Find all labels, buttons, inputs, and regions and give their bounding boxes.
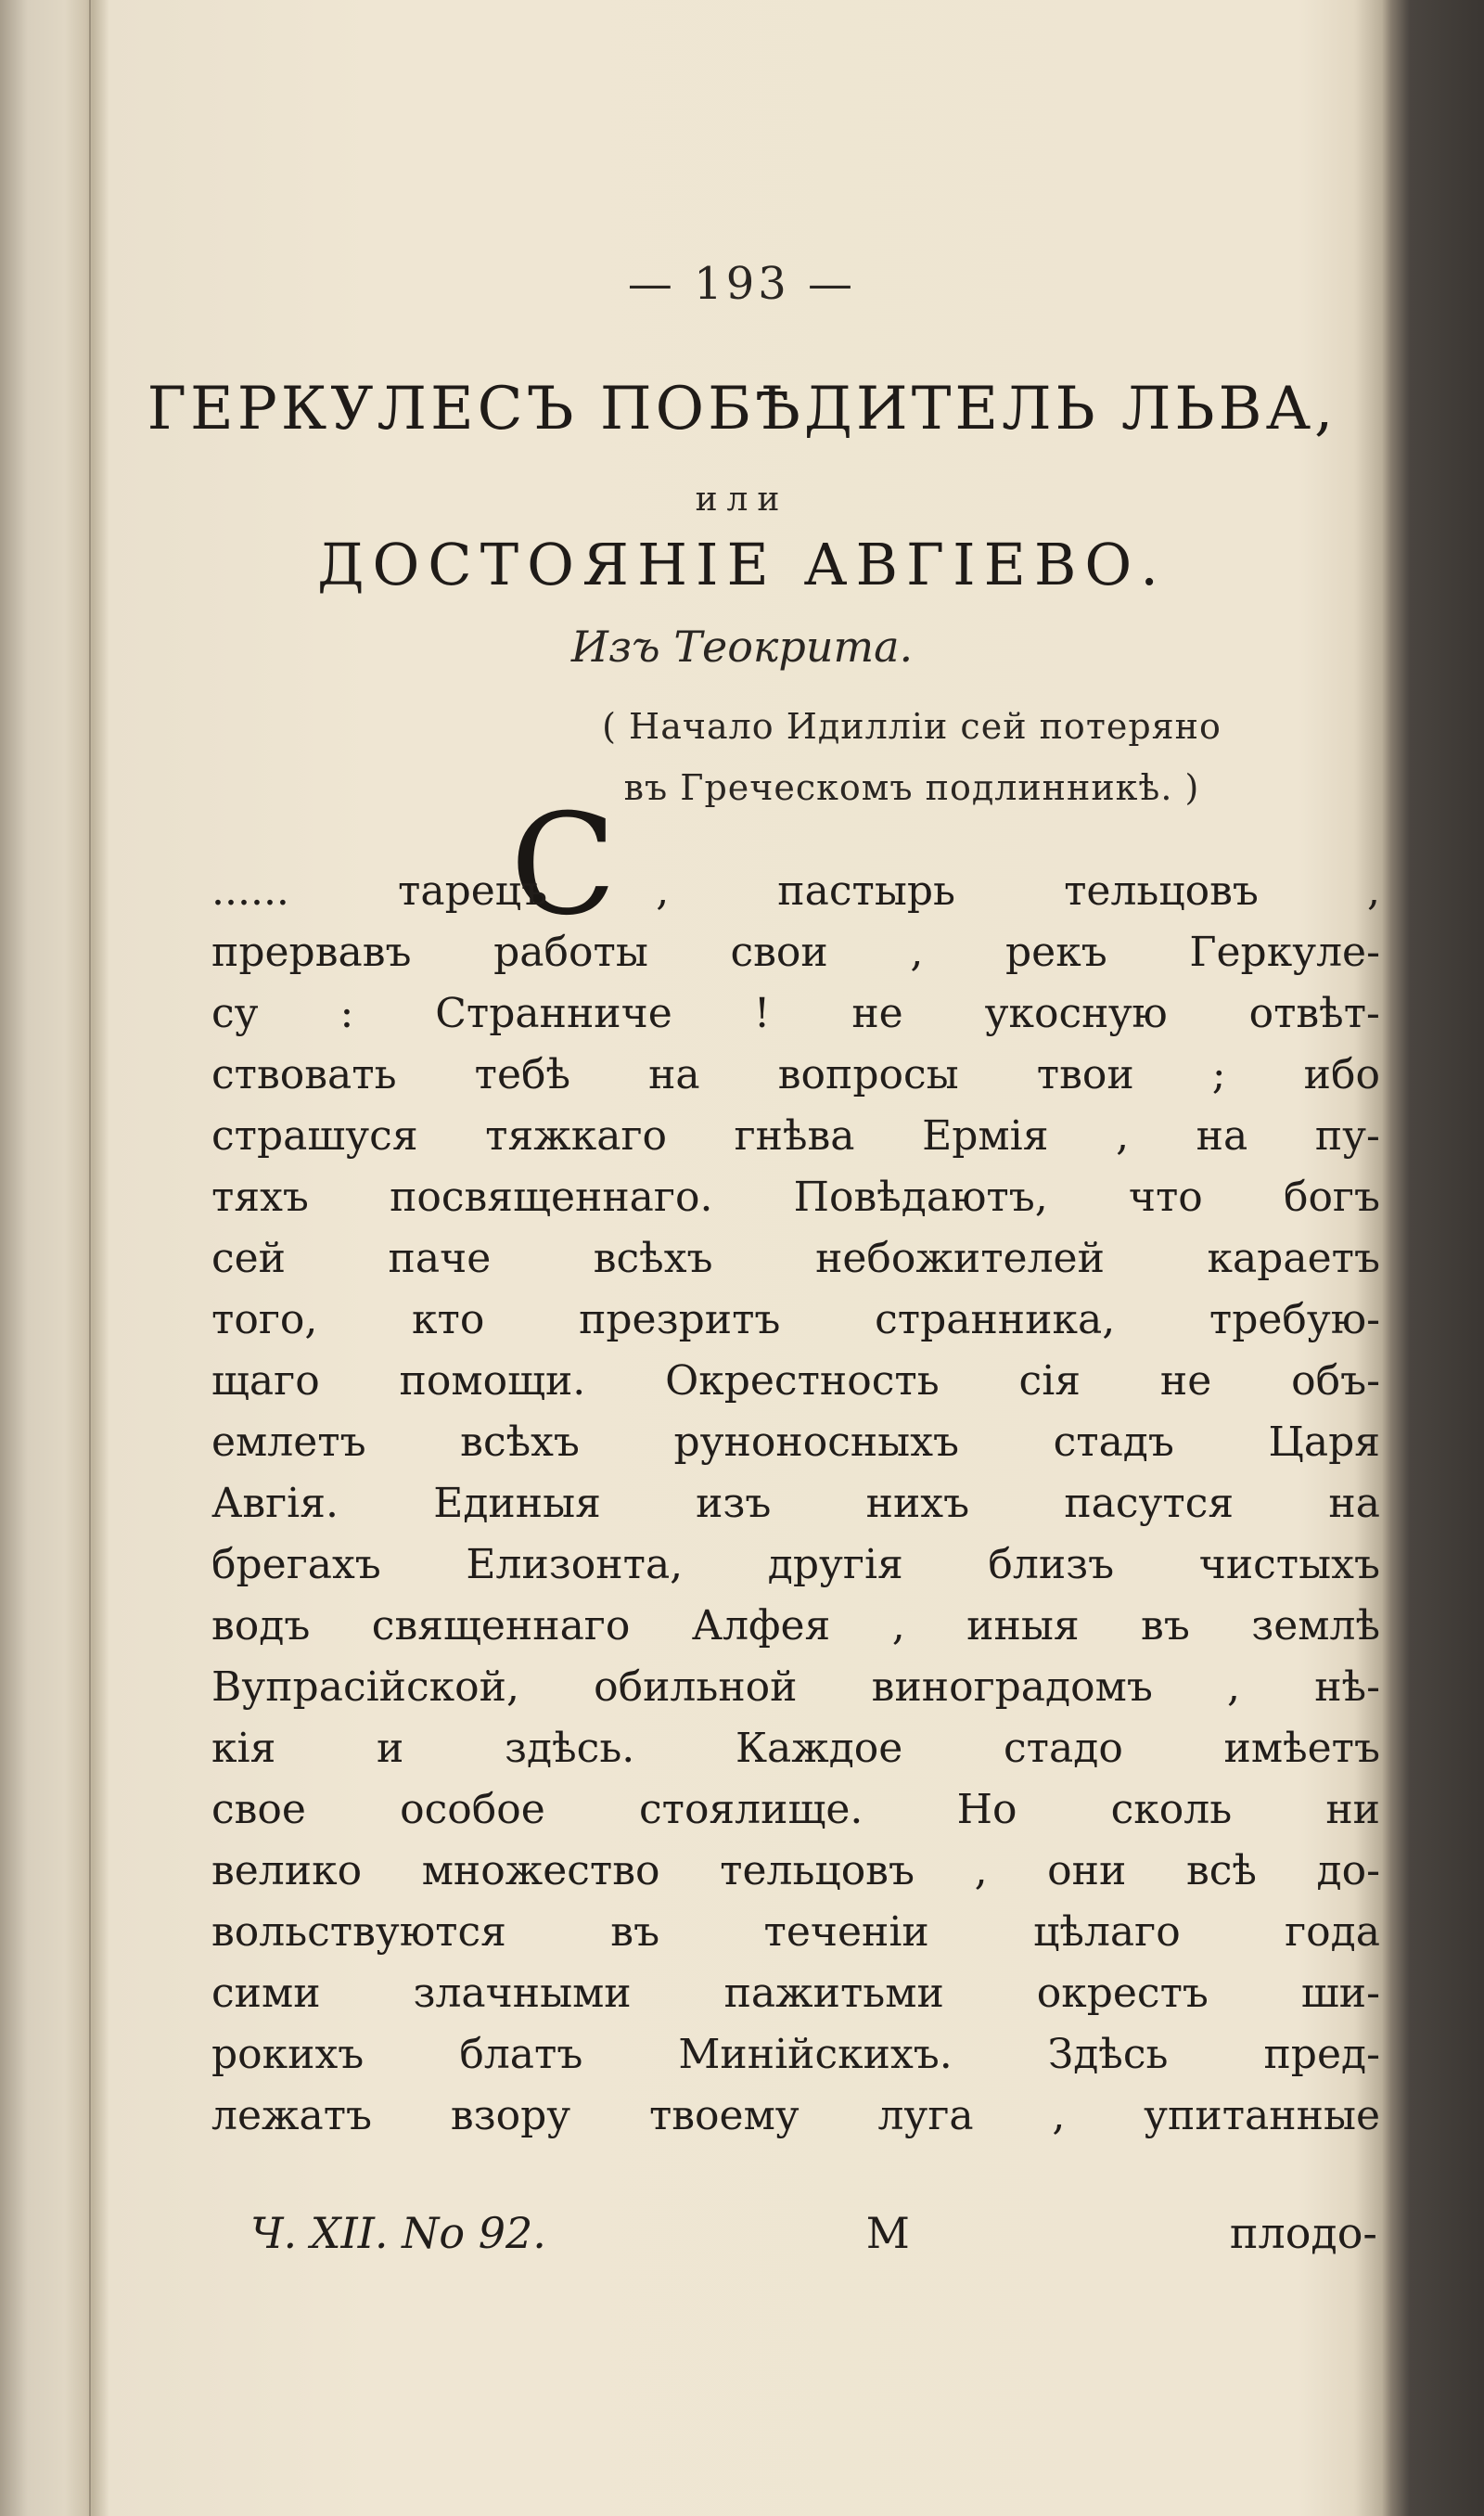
- body-line: того, кто презритъ странника, требую-: [211, 1296, 1380, 1343]
- body-line: сей паче всѣхъ небожителей караетъ: [211, 1235, 1380, 1282]
- body-line: рокихъ блатъ Минійскихъ. Здѣсь пред-: [211, 2031, 1380, 2078]
- title-line-1: ГЕРКУЛЕСЪ ПОБѢДИТЕЛЬ ЛЬВА,: [147, 375, 1337, 443]
- source-attribution: Изъ Теокрита.: [570, 622, 914, 672]
- drop-cap: С: [510, 785, 617, 946]
- page-footer: [250, 2208, 1377, 2258]
- body-line: водъ священнаго Алфея , иныя въ землѣ: [211, 1602, 1380, 1650]
- body-line: брегахъ Елизонта, другія близъ чистыхъ: [211, 1541, 1380, 1588]
- body-line: кія и здѣсь. Каждое стадо имѣетъ: [211, 1725, 1380, 1772]
- body-line: велико множество тельцовъ , они всѣ до-: [211, 1847, 1380, 1894]
- body-line: емлетъ всѣхъ руноносныхъ стадъ Царя: [211, 1418, 1380, 1466]
- title-line-2: ДОСТОЯНІЕ АВГІЕВО.: [317, 531, 1167, 598]
- book-page: [102, 37, 1382, 2496]
- body-line: Авгія. Единыя изъ нихъ пасутся на: [211, 1480, 1380, 1527]
- body-line: су : Странниче ! не укоснyю отвѣт-: [211, 990, 1380, 1037]
- body-line: ствовать тебѣ на вопросы твои ; ибо: [211, 1051, 1380, 1098]
- catchword: плодо-: [1229, 2208, 1377, 2258]
- body-line: сими злачными пажитьми окрестъ ши-: [211, 1970, 1380, 2017]
- note-line-2: въ Греческомъ подлинникѣ. ): [623, 767, 1200, 808]
- body-line: страшуся тяжкаго гнѣва Ермія , на пу-: [211, 1112, 1380, 1160]
- page-number: — 193 —: [627, 258, 857, 310]
- note-line-1: ( Начало Идилліи сей потеряно: [602, 706, 1222, 747]
- body-line: свое особое стоялище. Но сколь ни: [211, 1786, 1380, 1833]
- body-line: Вупрасійской, обильной виноградомъ , нѣ-: [211, 1663, 1380, 1711]
- body-line: ...... тарецъ , пастырь тельцовъ ,: [211, 867, 1380, 915]
- body-line: лежатъ взору твоему луга , упитанные: [211, 2092, 1380, 2139]
- body-line: прервавъ работы свои , рекъ Геркуле-: [211, 929, 1380, 976]
- left-page-edge: [0, 0, 91, 2516]
- signature-mark: Ч. XII. No 92.: [250, 2208, 546, 2258]
- body-line: щаго помощи. Окрестность сія не объ-: [211, 1357, 1380, 1405]
- body-line: вольствуются въ теченіи цѣлаго года: [211, 1908, 1380, 1956]
- title-conjunction: или: [695, 481, 789, 519]
- body-line: тяхъ посвященнаго. Повѣдаютъ, что богъ: [211, 1174, 1380, 1221]
- sheet-letter: M: [865, 2208, 910, 2258]
